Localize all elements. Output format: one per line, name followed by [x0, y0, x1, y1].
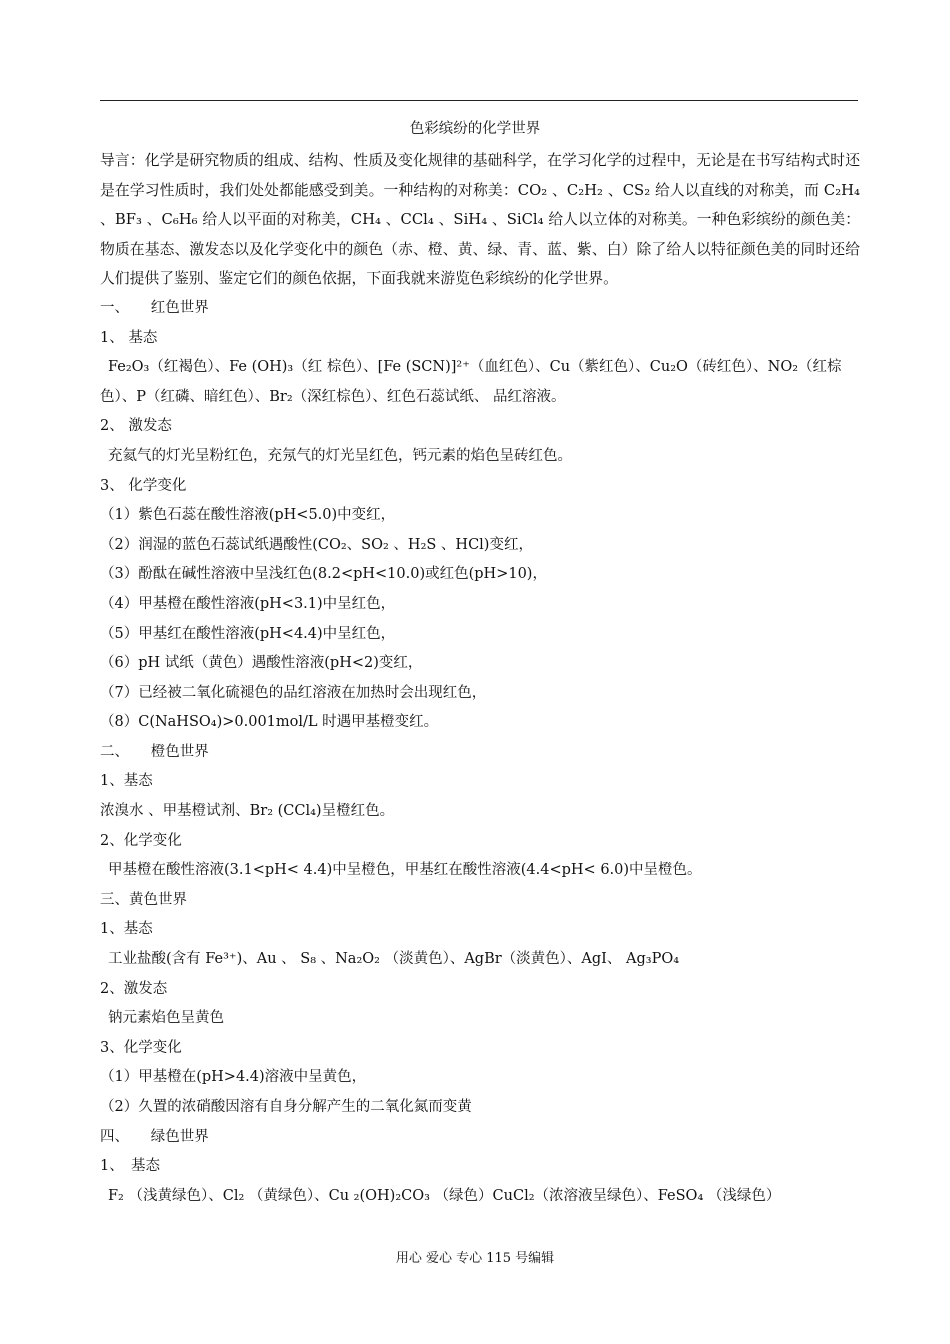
- text-line: （5）甲基红在酸性溶液(pH<4.4)中呈红色，: [100, 625, 396, 642]
- text-line: 甲基橙在酸性溶液(3.1<pH< 4.4)中呈橙色，甲基红在酸性溶液(4.4<pH< 6.0)中呈橙色。: [108, 862, 702, 879]
- document-body: [100, 146, 860, 1211]
- text-line: （1）甲基橙在(pH>4.4)溶液中呈黄色，: [100, 1069, 367, 1086]
- text-line: （2）久置的浓硝酸因溶有自身分解产生的二氧化氮而变黄: [100, 1099, 472, 1115]
- document-title: 色彩缤纷的化学世界: [409, 121, 541, 137]
- text-line: 1、 基态: [100, 329, 158, 346]
- body-lines: [100, 294, 860, 1211]
- text-line: （6）pH 试纸（黄色）遇酸性溶液(pH<2)变红，: [100, 655, 423, 672]
- text-line: 2、化学变化: [100, 832, 182, 849]
- text-line: 钠元素焰色呈黄色: [108, 1010, 224, 1027]
- text-line: （3）酚酞在碱性溶液中呈浅红色(8.2<pH<10.0)或红色(pH>10)，: [100, 566, 547, 583]
- text-line: 工业盐酸(含有 Fe³⁺)、Au 、 S₈ 、Na₂O₂ （淡黄色）、AgBr（淡黄色）、AgI、 Ag₃PO₄: [108, 951, 680, 968]
- text-line: 浓溴水 、甲基橙试剂、Br₂ (CCl₄)呈橙红色。: [100, 803, 395, 820]
- text-line: 色）、P（红磷、暗红色）、Br₂（深红棕色）、红色石蕊试纸、 品红溶液。: [100, 388, 566, 405]
- text-line: 一、 红色世界: [100, 299, 209, 316]
- text-line: 1、基态: [100, 921, 153, 938]
- text-line: 充氦气的灯光呈粉红色，充氖气的灯光呈红色，钙元素的焰色呈砖红色。: [108, 447, 572, 464]
- intro-paragraph: 导言：化学是研究物质的组成、结构、性质及变化规律的基础科学，在学习化学的过程中，无论是在书写结构式时还是在学习性质时，我们处处都能感受到美。一种结构的对称美：CO₂ 、C₂H₂ 、CS₂ 给人以直线的对称美，而 C₂H₄ 、BF₃ 、C₆H₆ 给人以平面的对称美，CH₄ 、CCl₄ 、SiH₄ 、SiCl₄ 给人以立体的对称美。一种色彩缤纷的颜色美：物质在基态、激发态以及化学变化中的颜色（赤、橙、黄、绿、青、蓝、紫、白）除了给人以特征颜色美的同时还给人们提供了鉴别、鉴定它们的颜色依据，下面我就来游览色彩缤纷的化学世界。: [100, 152, 860, 288]
- page-footer: 用心 爱心 专心 115 号编辑: [395, 1251, 555, 1266]
- text-line: 2、 激发态: [100, 418, 172, 435]
- text-line: 2、激发态: [100, 980, 168, 997]
- text-line: （4）甲基橙在酸性溶液(pH<3.1)中呈红色，: [100, 595, 396, 612]
- text-line: （1）紫色石蕊在酸性溶液(pH<5.0)中变红，: [100, 507, 396, 524]
- header-rule: [100, 100, 858, 101]
- text-line: （8）C(NaHSO₄)>0.001mol/L 时遇甲基橙变红。: [100, 714, 439, 731]
- text-line: F₂ （浅黄绿色）、Cl₂ （黄绿色）、Cu ₂(OH)₂CO₃ （绿色）CuCl₂（浓溶液呈绿色）、FeSO₄ （浅绿色）: [108, 1187, 781, 1204]
- text-line: 1、基态: [100, 773, 153, 790]
- text-line: 3、化学变化: [100, 1039, 182, 1056]
- text-line: Fe₂O₃（红褐色）、Fe (OH)₃（红 棕色）、[Fe (SCN)]²⁺（血红色）、Cu（紫红色）、Cu₂O（砖红色）、NO₂（红棕: [108, 359, 842, 376]
- text-line: （7）已经被二氧化硫褪色的品红溶液在加热时会出现红色，: [100, 684, 487, 701]
- text-line: （2）润湿的蓝色石蕊试纸遇酸性(CO₂、SO₂ 、H₂S 、HCl)变红，: [100, 536, 533, 553]
- text-line: 三、黄色世界: [100, 891, 187, 908]
- text-line: 3、 化学变化: [100, 477, 187, 494]
- text-line: 四、 绿色世界: [100, 1128, 209, 1145]
- text-line: 二、 橙色世界: [100, 743, 209, 760]
- text-line: 1、 基态: [100, 1158, 160, 1175]
